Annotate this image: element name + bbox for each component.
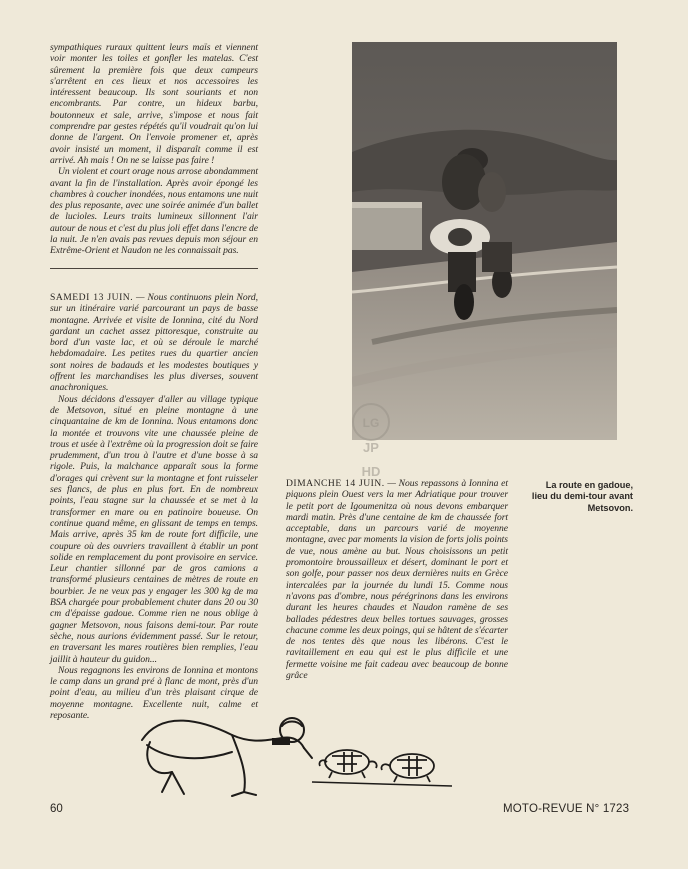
paragraph-text: — Nous continuons plein Nord, sur un itinéraire varié parcourant un pays de basse montagne. Arrivée et visite de Ionnina, cité du Nord gardant un cachet assez pittoresque, construite au bord d'un vaste lac, et où se déroule le marché hebdomadaire. Les petites rues du quartier ancien sont noires de badauds et les modestes boutiques y offrent les marchandises les plus diverses, souvent anachroniques. [50,292,258,394]
paragraph: Nous décidons d'essayer d'aller au village typique de Metsovon, situé en pleine montagne à une cinquantaine de km de Ionnina. Nous entamons donc la montée et trouvons vite une chaussée pleine de trous et usée à l'extrême où la progression doit se faire prudemment, d'un trou à l'autre et d'une bosse à sa rigole. Puis, la malchance apparaît sous la forme d'orages qui crèvent sur la montagne et font ruisseler ses flancs, de plus en plus fort. En de nombreux points, l'eau stagne sur la chaussée et se met à la transformer en mare ou en patinoire boueuse. On continue quand même, en glissant de temps en temps. Mais arrive, après 35 km de route fort difficile, une coupure où des ouvriers travaillent à établir un pont solide en remplacement du pont provisoire en service. Leur chantier sillonné par de gros camions a transformé plusieurs centaines de mètres de route en bourbier. Je ne veux pas y engager les 300 kg de ma BSA chargée pour probablement chuter dans 20 ou 30 cm d'épaisse gadoue. Comme rien ne nous oblige à gagner Metsovon, nous faisons demi-tour. Par route sèche, nous aurions évidemment passé. Sur le retour, en traversant les mares routières bien remplies, l'eau jaillit à hauteur du guidon... [50,393,258,665]
magazine-title-issue: MOTO-REVUE N° 1723 [503,803,630,815]
paragraph-text: — Nous repassons à Ionnina et piquons plein Ouest vers la mer Adriatique pour trouver le petit port de Igoumenitza où nous devons embarquer mardi matin. Près d'une centaine de km de chaussée fort acceptable, dans un parcours varié de moyenne montagne, avec par moments la vision de forts jolis points de vue, nous amène au but. Nous choisissons un petit promontoire broussailleux et désert, dominant le port et son golfe, pour passer nos deux dernières nuits en Grèce intercalées par la journée du lundi 15. Comme nous n'avons pas d'ombre, nous pérégrinons dans les environs durant les heures chaudes et Naudon ramène de ses ballades pédestres deux belles tortues sauvages, grosses chacune comme les deux poings, qui se hâtent de s'écarter de nos tentes dès que nous les libérons. C'est le ravitaillement en eau qui est le plus difficile et une fermette voisine me fait cadeau avec beaucoup de bonne grâce [286,478,508,682]
paragraph [50,292,258,394]
day-heading: DIMANCHE 14 JUIN. [286,478,385,489]
svg-text:HD: HD [361,464,381,479]
paragraph: Un violent et court orage nous arrose abondamment avant la fin de l'installation. Après avoir épongé les chambres à coucher inondées, nous entamons une nuit des plus reposante, avec une soirée animée d'un ballet de lucioles. Leurs traits lumineux sillonnent l'air autour de nous et c'est du plus joli effet dans l'encre de la nuit. Je n'en avais pas revues depuis mon séjour en Extrême-Orient et Naudon ne les connaissait pas. [50,166,258,257]
samedi-section [50,292,258,721]
photo-muddy-road [352,42,617,440]
motorcycle-photo [352,42,617,440]
paragraph: sympathiques ruraux quittent leurs maïs et viennent voir monter les toiles et gonfler les matelas. C'est sûrement la première fois que deux campeurs s'arrêtent en ces lieux et nos accessoires les intéressent beaucoup. Ils sont souriants et non encombrants. Par contre, un hideux barbu, boutonneux et sale, arrive, s'impose et nous fait comprendre par gestes répétés qu'il voudrait qu'on lui donne de l'argent. On l'envoie promener et, après avoir insisté un moment, il disparaît comme il est arrivé. Ah mais ! On ne se laisse pas faire ! [50,42,258,166]
cartoon-illustration [132,700,462,800]
left-column-text [50,42,258,257]
paragraph: Nous regagnons les environs de Ionnina et montons le camp dans un grand pré à flanc de mont, près d'un point d'eau, au milieu d'un très plaisant cirque de moyenne montagne. Excellente nuit, calme et reposante. [50,664,258,721]
collector-stamp-watermark [346,400,396,486]
page-number: 60 [50,803,63,815]
photo-caption: La route en gadoue, lieu du demi-tour avant Metsovon. [531,480,633,513]
svg-text:JP: JP [363,440,379,455]
section-divider [50,268,258,269]
day-heading: SAMEDI 13 JUIN. [50,292,134,303]
dimanche-section [286,478,508,681]
svg-text:LG: LG [362,416,380,430]
paragraph [286,478,508,681]
